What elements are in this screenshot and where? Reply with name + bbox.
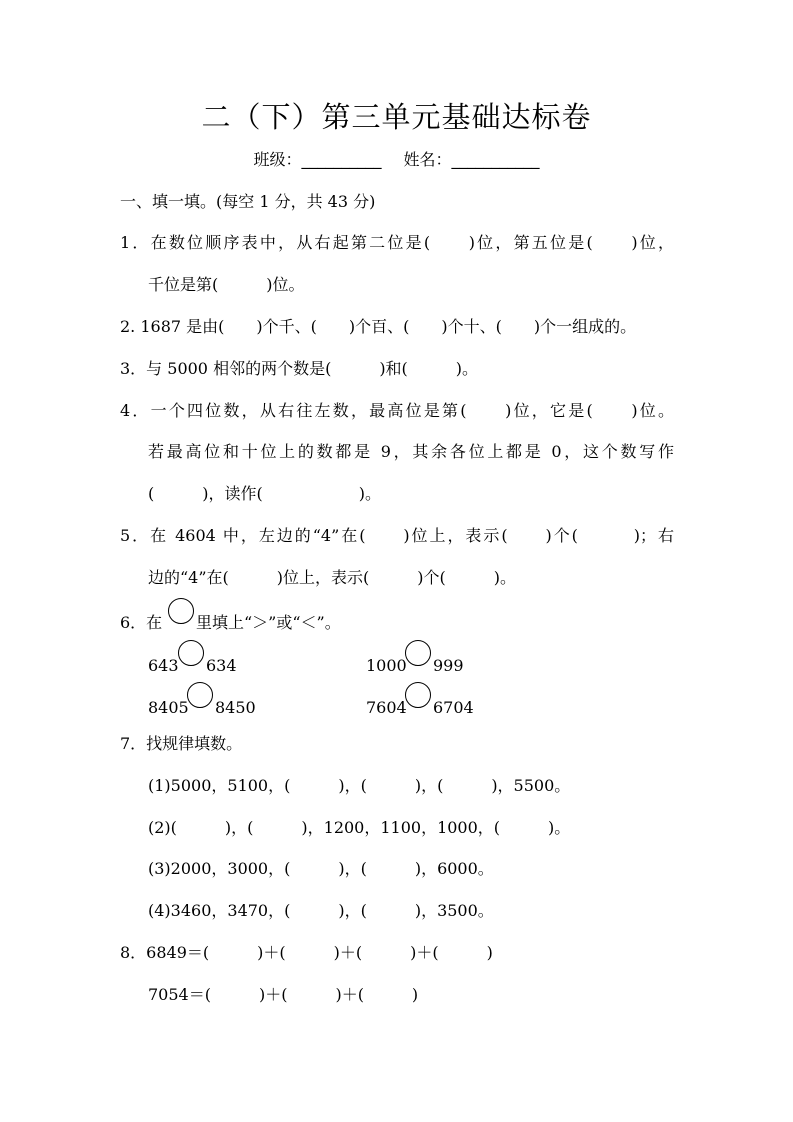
question-5-line-2: 边的“4”在( )位上，表示( )个( )。 (148, 568, 516, 587)
compare-2-left: 1000 (366, 656, 407, 675)
question-2: 2. 1687 是由( )个千、( )个百、( )个十、( )个一组成的。 (120, 317, 637, 336)
compare-4-right: 6704 (433, 698, 474, 717)
question-4-line-3: ( )，读作( )。 (148, 484, 381, 503)
compare-2-circle-icon[interactable] (405, 640, 431, 666)
name-blank: ___________ (451, 150, 540, 169)
compare-2-right: 999 (433, 656, 464, 675)
name-label: 姓名： (403, 150, 452, 169)
class-label: 班级： (253, 150, 302, 169)
compare-3-right: 8450 (215, 698, 256, 717)
compare-1-right: 634 (206, 656, 237, 675)
question-6-instruction: 里填上“＞”或“＜”。 (196, 613, 341, 632)
question-4-line-2: 若最高位和十位上的数都是 9，其余各位上都是 0，这个数写作 (148, 442, 674, 461)
student-info (0, 148, 793, 172)
compare-1-circle-icon[interactable] (178, 640, 204, 666)
question-8-line-2: 7054＝( )＋( )＋( ) (148, 985, 419, 1004)
question-6-prefix: 6．在 (120, 613, 163, 632)
page-title: 二（下）第三单元基础达标卷 (201, 100, 592, 134)
question-3: 3．与 5000 相邻的两个数是( )和( )。 (120, 359, 479, 378)
compare-3-circle-icon[interactable] (187, 682, 213, 708)
section-heading: 一、填一填。(每空 1 分，共 43 分) (120, 192, 376, 211)
compare-3-left: 8405 (148, 698, 189, 717)
question-1-line-1: 1．在数位顺序表中，从右起第二位是( )位，第五位是( )位， (120, 233, 674, 252)
compare-4-left: 7604 (366, 698, 407, 717)
question-7: 7．找规律填数。 (120, 734, 243, 753)
compare-4-circle-icon[interactable] (405, 682, 431, 708)
question-7-part-1: (1)5000，5100，( )，( )，( )，5500。 (148, 776, 571, 795)
question-8-line-1: 8．6849＝( )＋( )＋( )＋( ) (120, 943, 493, 962)
question-4-line-1: 4．一个四位数，从右往左数，最高位是第( )位，它是( )位。 (120, 401, 674, 420)
question-7-part-2: (2)( )，( )，1200，1100，1000，( )。 (148, 818, 571, 837)
question-5-line-1: 5．在 4604 中，左边的“4”在( )位上，表示( )个( )；右 (120, 526, 674, 545)
comparison-circle-icon (168, 598, 194, 624)
question-1-line-2: 千位是第( )位。 (148, 275, 305, 294)
class-blank: __________ (301, 150, 382, 169)
compare-1-left: 643 (148, 656, 179, 675)
question-7-part-3: (3)2000，3000，( )，( )，6000。 (148, 859, 494, 878)
question-7-part-4: (4)3460，3470，( )，( )，3500。 (148, 901, 494, 920)
